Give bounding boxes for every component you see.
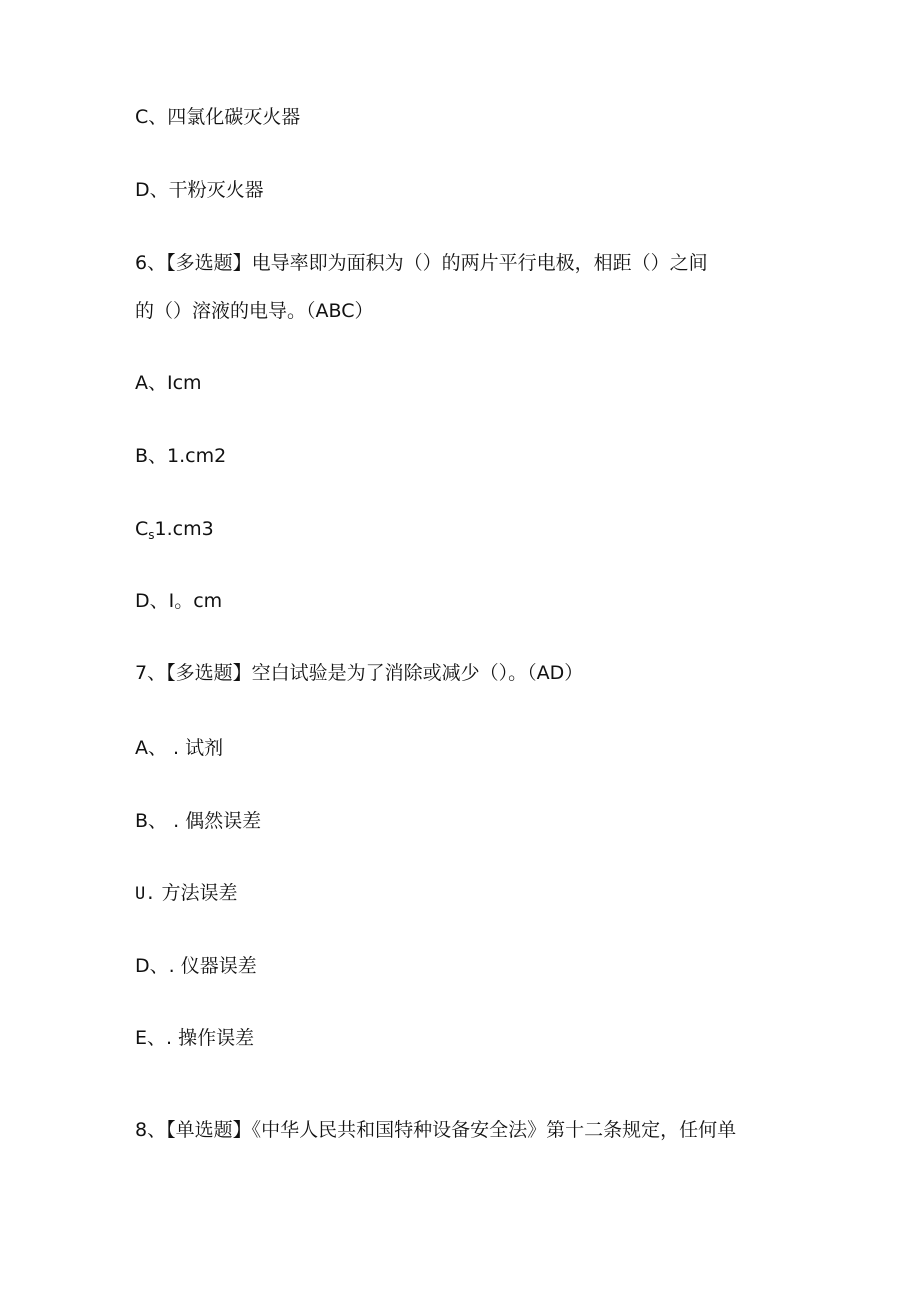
q7-option-c-text: 方法误差 (155, 882, 238, 904)
q5-option-d: D、干粉灭火器 (135, 179, 264, 201)
q6-stem-line1: 6、【多选题】电导率即为面积为（）的两片平行电极，相距（）之间 (135, 252, 708, 274)
q7-option-b: B、 . 偶然误差 (135, 810, 262, 832)
q7-option-c-prefix: U. (135, 884, 156, 904)
q6-option-b: B、1.cm2 (135, 445, 227, 467)
q6-option-d: D、I。cm (135, 590, 223, 612)
q7-stem: 7、【多选题】空白试验是为了消除或减少（）。（AD） (135, 662, 584, 684)
q6-option-c-subscript: s (148, 528, 155, 542)
q7-option-e: E、. 操作误差 (135, 1027, 255, 1049)
q6-option-a: A、Icm (135, 372, 202, 394)
q6-option-c-text: 1.cm3 (154, 518, 214, 540)
q6-option-c-letter: C (135, 518, 149, 540)
q6-option-c (135, 517, 214, 547)
q7-option-c (135, 881, 238, 906)
q7-option-d: D、. 仪器误差 (135, 955, 257, 977)
q5-option-c: C、四氯化碳灭火器 (135, 106, 301, 128)
q6-stem-line2: 的（）溶液的电导。（ABC） (135, 300, 374, 322)
q8-stem: 8、【单选题】《中华人民共和国特种设备安全法》第十二条规定，任何单 (135, 1119, 737, 1141)
q7-option-a: A、 . 试剂 (135, 737, 224, 759)
